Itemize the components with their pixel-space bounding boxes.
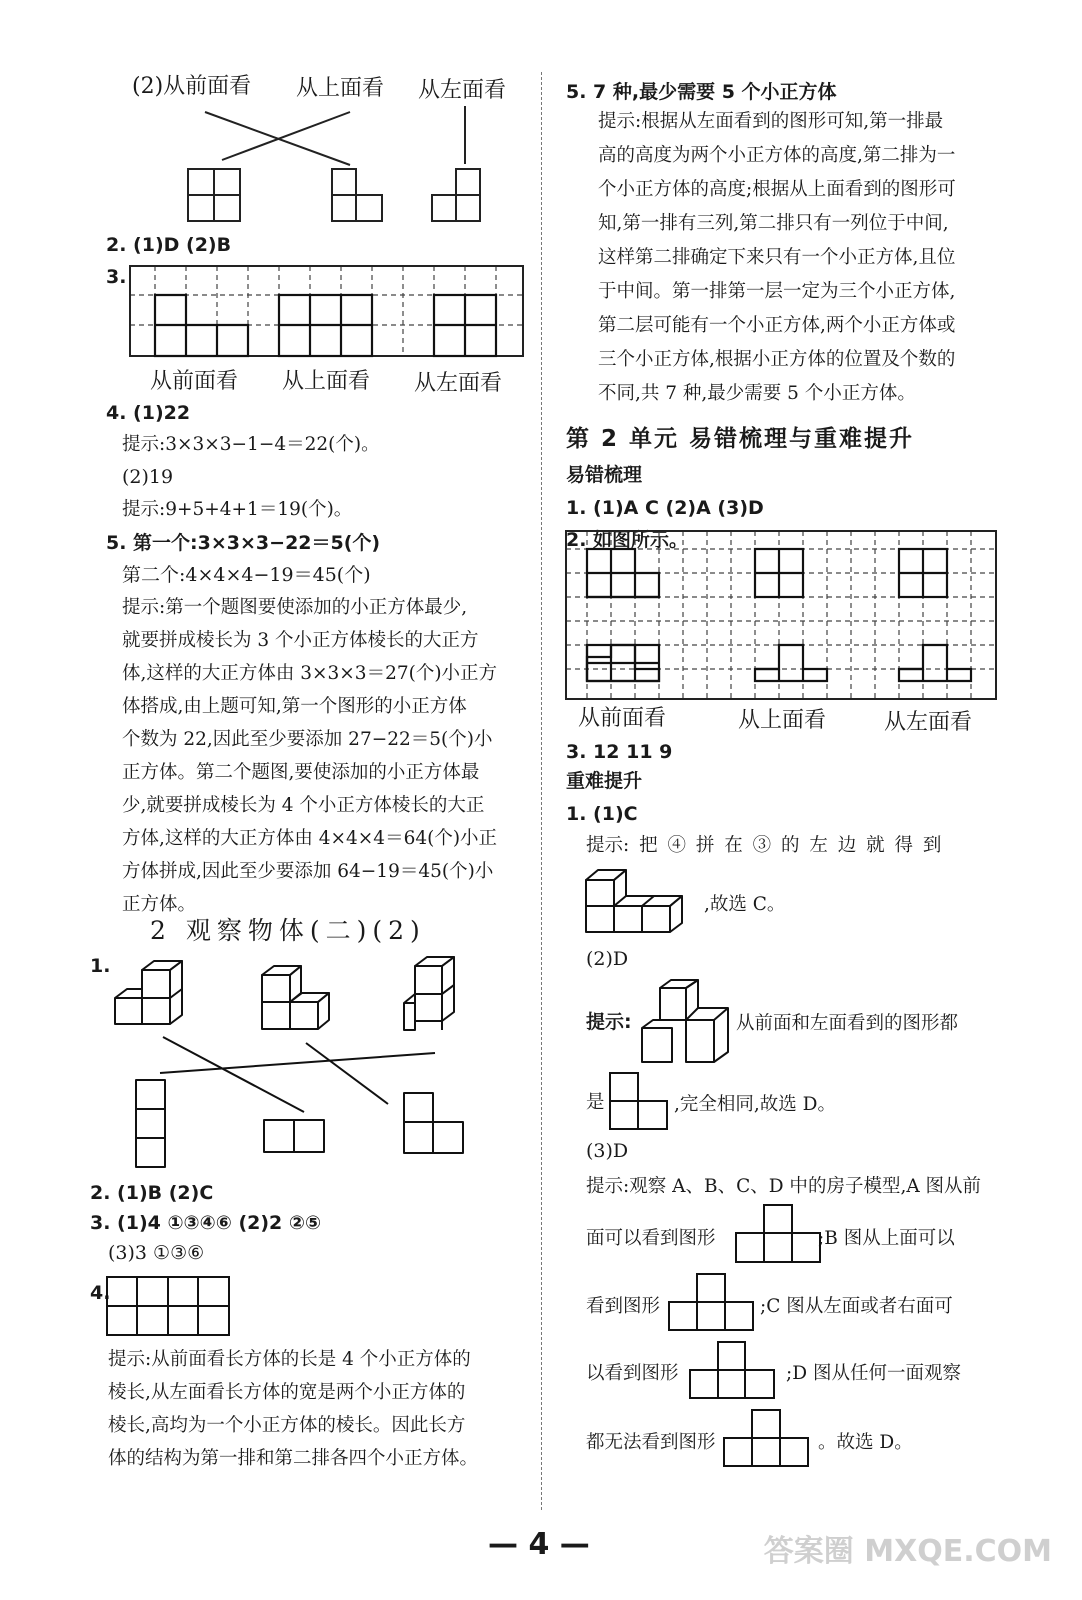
section-title: 2 观察物体(二)(2) [150, 916, 426, 945]
s2-answer-3a: 3. (1)4 ①③④⑥ (2)2 ②⑤ [90, 1212, 322, 1234]
q5-hint-line: 正方体。 [122, 894, 197, 915]
hard-answer-2-hint-end: ,完全相同,故选 D。 [674, 1094, 836, 1115]
hard-answer-3-hint-2a: 面可以看到图形 [586, 1228, 716, 1249]
r-q5-hint-line: 个小正方体的高度;根据从上面看到的图形可 [598, 179, 956, 200]
r-q5-hint-line: 这样第二排确定下来只有一个小正方体,且位 [598, 247, 956, 268]
s2-q4-hint-line: 体的结构为第一排和第二排各四个小正方体。 [108, 1448, 479, 1469]
answer-4-1: 4. (1)22 [106, 402, 191, 424]
answer-2: 2. (1)D (2)B [106, 234, 232, 256]
s2-answer-3b: (3)3 ①③⑥ [108, 1242, 205, 1264]
r-q5-hint-line: 不同,共 7 种,最少需要 5 个小正方体。 [598, 383, 916, 404]
hard-answer-3-hint-4b: ;D 图从任何一面观察 [786, 1363, 961, 1384]
hard-answer-2-hint-prefix: 提示: [586, 1011, 632, 1033]
error-answer-2: 2. 如图所示。 [566, 529, 689, 551]
left-view-front-label: (2)从前面看 [132, 74, 252, 99]
right-answer-5: 5. 7 种,最少需要 5 个小正方体 [566, 81, 837, 103]
r-q5-hint-line: 提示:根据从左面看到的图形可知,第一排最 [598, 111, 944, 132]
q5-hint-line: 方体,这样的大正方体由 4×4×4＝64(个)小正 [122, 828, 498, 849]
r-q5-hint-line: 第二层可能有一个小正方体,两个小正方体或 [598, 315, 956, 336]
q3-label-top: 从上面看 [282, 369, 371, 394]
error-answer-1: 1. (1)A C (2)A (3)D [566, 497, 764, 519]
r-q5-hint-line: 于中间。第一排第一层一定为三个小正方体, [598, 281, 956, 302]
r-q5-hint-line: 三个小正方体,根据小正方体的位置及个数的 [598, 349, 956, 370]
s2-q4-hint-line: 提示:从前面看长方体的长是 4 个小正方体的 [108, 1349, 471, 1370]
hard-answer-3-hint-4a: 以看到图形 [586, 1363, 679, 1384]
hard-answer-3-hint-3a: 看到图形 [586, 1296, 661, 1317]
answer-4-2: (2)19 [122, 466, 174, 488]
r-q5-hint-line: 知,第一排有三列,第二排只有一列位于中间, [598, 213, 949, 234]
q3-label-front: 从前面看 [150, 369, 239, 394]
page-number: — 4 — [488, 1527, 590, 1562]
answer-5-1: 5. 第一个:3×3×3−22＝5(个) [106, 532, 381, 554]
q5-hint-line: 就要拼成棱长为 3 个小正方体棱长的大正方 [122, 630, 479, 651]
hard-answer-1-hint-end: ,故选 C。 [704, 894, 786, 915]
r-q5-hint-line: 高的高度为两个小正方体的高度,第二排为一 [598, 145, 956, 166]
q5-hint-line: 个数为 22,因此至少要添加 27−22＝5(个)小 [122, 729, 493, 750]
e2-label-front: 从前面看 [578, 706, 667, 731]
s2-q4-hint-line: 棱长,高均为一个小正方体的棱长。因此长方 [108, 1415, 466, 1436]
error-review-title: 易错梳理 [566, 464, 643, 486]
left-view-top-label: 从上面看 [296, 76, 385, 101]
q5-hint-line: 正方体。第二个题图,要使添加的小正方体最 [122, 762, 480, 783]
hard-improve-title: 重难提升 [566, 770, 643, 792]
hard-answer-2: (2)D [586, 948, 629, 970]
q5-hint-line: 提示:第一个题图要使添加的小正方体最少, [122, 597, 468, 618]
hard-answer-3: (3)D [586, 1140, 629, 1162]
hard-answer-1: 1. (1)C [566, 803, 638, 825]
error-answer-3: 3. 12 11 9 [566, 741, 673, 763]
hard-answer-3-hint-5b: 。故选 D。 [818, 1432, 913, 1453]
q5-hint-line: 体搭成,由上题可知,第一个图形的小正方体 [122, 696, 467, 717]
s2-answer-1-number: 1. [90, 955, 111, 977]
hard-answer-3-hint-2b: ;B 图从上面可以 [818, 1228, 955, 1249]
left-view-left-label: 从左面看 [418, 78, 507, 103]
q3-label-left: 从左面看 [414, 371, 503, 396]
s2-q4-hint-line: 棱长,从左面看长方体的宽是两个小正方体的 [108, 1382, 466, 1403]
unit-title: 第 2 单元 易错梳理与重难提升 [566, 426, 915, 452]
answer-4-hint-2: 提示:9+5+4+1＝19(个)。 [122, 499, 353, 520]
hard-answer-2-hint-main: 从前面和左面看到的图形都 [736, 1013, 959, 1034]
q5-hint-line: 体,这样的大正方体由 3×3×3＝27(个)小正方 [122, 663, 498, 684]
q5-hint-line: 方体拼成,因此至少要添加 64−19＝45(个)小 [122, 861, 494, 882]
hard-answer-3-hint-1: 提示:观察 A、B、C、D 中的房子模型,A 图从前 [586, 1176, 982, 1197]
q5-hint-line: 少,就要拼成棱长为 4 个小正方体棱长的大正 [122, 795, 485, 816]
s2-answer-2: 2. (1)B (2)C [90, 1182, 214, 1204]
answer-4-hint-1: 提示:3×3×3−1−4＝22(个)。 [122, 434, 380, 455]
e2-label-left: 从左面看 [884, 710, 973, 735]
answer-3-number: 3. [106, 266, 127, 288]
hard-answer-2-hint-is: 是 [586, 1092, 605, 1113]
hard-answer-3-hint-3b: ;C 图从左面或者右面可 [760, 1296, 953, 1317]
watermark: 答案圈 MXQE.COM [763, 1534, 1052, 1569]
hard-answer-3-hint-5a: 都无法看到图形 [586, 1432, 716, 1453]
answer-5-2: 第二个:4×4×4−19＝45(个) [122, 564, 371, 586]
hard-answer-1-hint: 提示: 把 ④ 拼 在 ③ 的 左 边 就 得 到 [586, 835, 942, 856]
s2-answer-4-number: 4. [90, 1282, 111, 1304]
e2-label-top: 从上面看 [738, 708, 827, 733]
